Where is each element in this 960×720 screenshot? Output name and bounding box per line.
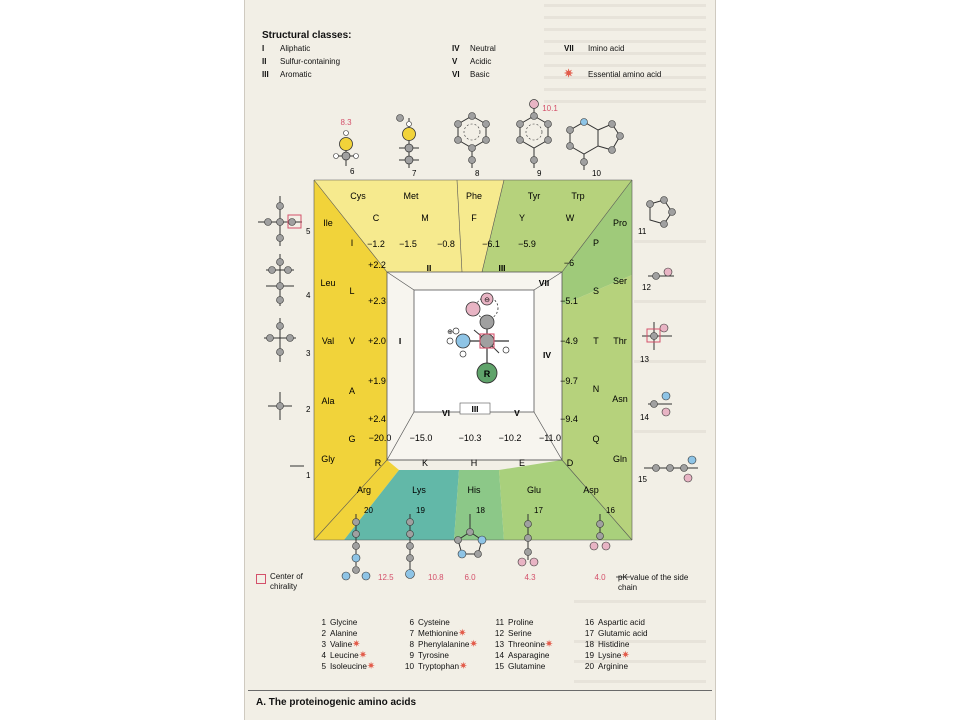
- val-d: −11.0: [538, 433, 562, 443]
- code1-f: F: [471, 213, 477, 223]
- list-name: Glutamine: [508, 662, 546, 671]
- class-basic: VI Basic: [452, 70, 490, 79]
- book-page: Structural classes: I Aliphatic II Sulfur-containing III Aromatic IV Neutral V Acidic VI Basic VII Imino acid ✷ Essential amino acid Cys Met Phe Tyr Trp C M F Y W −1.2 −1.5 −0.8 −6.1 −5.9 Ile Leu Val Ala Gly I L V A G +2.2 +2.3 +2.0 +1.9 +2.4 Pro Ser Thr Asn Gln P S T N Q −6 −5.1 −4.9 −9.7 −9.4 −20.0 −15.0 −10.3 −10.2 −11.0 R K H E D Arg Lys His Glu Asp II III VII I IV VI V III ⊖ ⊕ R 8.3 6 7 8 10.1 9 10 5 4 3 2 1 11 12 13 14 15 20 12.5 19 10.8 18 6.0 17 4.3 16 4.0 Center of chirality pK value of the side chain 1 Glycine 2 Alanine 3 Valine✷ 4 Leucine✷ 5 Isoleucine✷ 6 Cysteine 7 Methionine✷ 8 Phenylalanine✷ 9 Tyrosine 10 Tryptophan✷ 11 Proline 12 Serine 13 Threonine✷ 14 Asparagine 15 Glutamine 16 Aspartic acid 17 Glutamic acid 18 Histidine 19 Lysine✷ 20 Arginine A. The proteinogenic amino acids: [244, 0, 716, 720]
- code1-t: T: [593, 336, 599, 346]
- num-10: 10: [592, 169, 601, 178]
- list-number: 13: [494, 640, 504, 649]
- val-e: −10.2: [498, 433, 522, 443]
- code1-s: S: [592, 286, 600, 296]
- code1-k: K: [421, 458, 429, 468]
- code1-d: D: [566, 458, 574, 468]
- label-VII: VII: [538, 278, 550, 288]
- structural-classes-heading: Structural classes:: [262, 30, 352, 41]
- class-sulfur: II Sulfur-containing: [262, 57, 341, 66]
- list-name: Lysine: [598, 651, 622, 660]
- list-name: Methionine: [418, 629, 459, 638]
- code-ser: Ser: [612, 276, 628, 286]
- list-name: Tryptophan: [418, 662, 460, 671]
- list-number: 14: [494, 651, 504, 660]
- num-9: 9: [537, 169, 542, 178]
- code-asn: Asn: [612, 394, 628, 404]
- list-number: 5: [321, 662, 326, 671]
- list-number: 2: [321, 629, 326, 638]
- list-name: Histidine: [598, 640, 630, 649]
- val-m: −1.5: [399, 239, 417, 249]
- val-n: −9.7: [560, 376, 578, 386]
- num-7: 7: [412, 169, 417, 178]
- list-name: Tyrosine: [418, 651, 449, 660]
- list-name: Aspartic acid: [598, 618, 645, 627]
- list-name: Proline: [508, 618, 534, 627]
- list-number: 18: [584, 640, 594, 649]
- val-t: −4.9: [560, 336, 578, 346]
- num-4: 4: [306, 291, 311, 300]
- code1-m: M: [421, 213, 429, 223]
- num-19: 19: [416, 506, 425, 515]
- code-leu: Leu: [320, 278, 336, 288]
- label-VI: VI: [441, 408, 451, 418]
- num-2: 2: [306, 405, 311, 414]
- num-13: 13: [640, 355, 649, 364]
- essential-star-icon: ✷: [564, 68, 574, 80]
- essential-star-icon: ✷: [469, 639, 478, 650]
- code-trp: Trp: [571, 191, 585, 201]
- code-met: Met: [403, 191, 419, 201]
- list-number: 7: [409, 629, 414, 638]
- list-name: Serine: [508, 629, 532, 638]
- code-pro: Pro: [612, 218, 628, 228]
- code-ala: Ala: [321, 396, 335, 406]
- list-name: Cysteine: [418, 618, 450, 627]
- val-i: +2.2: [368, 260, 386, 270]
- code-thr: Thr: [613, 336, 627, 346]
- val-c: −1.2: [367, 239, 385, 249]
- figure-caption: A. The proteinogenic amino acids: [256, 697, 417, 708]
- code1-l: L: [349, 286, 355, 296]
- list-name: Isoleucine: [330, 662, 367, 671]
- svg-text:⊖: ⊖: [484, 297, 490, 304]
- pk-lys: 10.8: [428, 573, 444, 582]
- code-tyr: Tyr: [527, 191, 541, 201]
- list-name: Threonine: [508, 640, 545, 649]
- label-III-bottom: III: [471, 404, 479, 414]
- code-arg: Arg: [356, 485, 372, 495]
- code1-g: G: [348, 434, 356, 444]
- num-12: 12: [642, 283, 651, 292]
- code1-v: V: [348, 336, 356, 346]
- val-y: −6.1: [482, 239, 500, 249]
- page-border: [244, 0, 716, 720]
- num-1: 1: [306, 471, 311, 480]
- list-number: 20: [584, 662, 594, 671]
- val-a: +1.9: [368, 376, 386, 386]
- list-number: 9: [409, 651, 414, 660]
- legend-pk: pK value of the side chain: [618, 573, 689, 592]
- val-w: −5.9: [518, 239, 536, 249]
- val-v: +2.0: [368, 336, 386, 346]
- essential-star-icon: ✷: [352, 639, 361, 650]
- pk-glu: 4.3: [524, 573, 536, 582]
- num-11: 11: [638, 227, 647, 236]
- num-20: 20: [364, 506, 373, 515]
- val-f: −0.8: [437, 239, 455, 249]
- list-number: 10: [404, 662, 414, 671]
- list-name: Leucine: [330, 651, 359, 660]
- essential-star-icon: ✷: [358, 650, 368, 661]
- code-gln: Gln: [612, 454, 628, 464]
- list-name: Glycine: [330, 618, 358, 627]
- essential-star-icon: ✷: [459, 661, 468, 672]
- class-acidic: V Acidic: [452, 57, 492, 66]
- list-number: 8: [409, 640, 414, 649]
- code-ile: Ile: [323, 218, 333, 228]
- list-number: 6: [409, 618, 414, 627]
- list-number: 12: [494, 629, 504, 638]
- code1-c: C: [372, 213, 380, 223]
- svg-text:⊕: ⊕: [447, 329, 453, 336]
- list-number: 1: [321, 618, 326, 627]
- val-r: −20.0: [368, 433, 392, 443]
- val-k: −15.0: [409, 433, 433, 443]
- code1-r: R: [374, 458, 382, 468]
- class-aliphatic: I Aliphatic: [262, 44, 311, 53]
- list-number: 19: [584, 651, 594, 660]
- list-name: Valine: [330, 640, 353, 649]
- code-his: His: [467, 485, 481, 495]
- num-16: 16: [606, 506, 615, 515]
- class-neutral: IV Neutral: [452, 44, 496, 53]
- val-p: −6: [563, 258, 575, 268]
- list-name: Alanine: [330, 629, 358, 638]
- class-essential: ✷ Essential amino acid: [564, 68, 662, 80]
- code1-h: H: [470, 458, 478, 468]
- code1-a: A: [348, 386, 356, 396]
- num-5: 5: [306, 227, 311, 236]
- list-number: 17: [584, 629, 594, 638]
- val-l: +2.3: [368, 296, 386, 306]
- code1-q: Q: [592, 434, 600, 444]
- pk-cys: 8.3: [340, 118, 352, 127]
- label-III: III: [498, 263, 506, 273]
- pk-arg: 12.5: [378, 573, 394, 582]
- code-val: Val: [321, 336, 335, 346]
- label-V: V: [514, 408, 520, 418]
- pk-asp: 4.0: [594, 573, 606, 582]
- list-name: Glutamic acid: [598, 629, 648, 638]
- list-name: Arginine: [598, 662, 629, 671]
- label-IV: IV: [542, 350, 552, 360]
- val-h: −10.3: [458, 433, 482, 443]
- code-glu: Glu: [526, 485, 542, 495]
- pk-his: 6.0: [464, 573, 476, 582]
- list-number: 15: [494, 662, 504, 671]
- code-asp: Asp: [583, 485, 599, 495]
- code1-y: Y: [518, 213, 526, 223]
- code1-p: P: [592, 238, 600, 248]
- code1-i: I: [350, 238, 354, 248]
- val-s: −5.1: [560, 296, 578, 306]
- num-14: 14: [640, 413, 649, 422]
- code1-n: N: [592, 384, 600, 394]
- val-q: −9.4: [560, 414, 578, 424]
- center-r: R: [483, 369, 491, 379]
- essential-star-icon: ✷: [366, 661, 376, 672]
- code1-w: W: [565, 213, 575, 223]
- pk-tyr: 10.1: [542, 104, 558, 113]
- val-g: +2.4: [368, 414, 386, 424]
- list-number: 16: [584, 618, 594, 627]
- class-aromatic: III Aromatic: [262, 70, 312, 79]
- label-I: I: [398, 336, 402, 346]
- label-II: II: [426, 263, 432, 273]
- essential-star-icon: ✷: [458, 628, 467, 639]
- num-18: 18: [476, 506, 485, 515]
- code-cys: Cys: [350, 191, 366, 201]
- num-17: 17: [534, 506, 543, 515]
- essential-star-icon: ✷: [621, 650, 630, 661]
- list-name: Phenylalanine: [418, 640, 470, 649]
- code-lys: Lys: [412, 485, 426, 495]
- num-3: 3: [306, 349, 311, 358]
- class-imino: VII Imino acid: [564, 44, 625, 53]
- list-name: Asparagine: [508, 651, 550, 660]
- num-8: 8: [475, 169, 480, 178]
- list-number: 3: [321, 640, 326, 649]
- essential-star-icon: ✷: [544, 639, 554, 650]
- code-gly: Gly: [321, 454, 335, 464]
- code1-e: E: [518, 458, 526, 468]
- num-15: 15: [638, 475, 647, 484]
- list-number: 4: [321, 651, 326, 660]
- list-number: 11: [495, 618, 504, 627]
- code-phe: Phe: [465, 191, 483, 201]
- num-6: 6: [350, 167, 355, 176]
